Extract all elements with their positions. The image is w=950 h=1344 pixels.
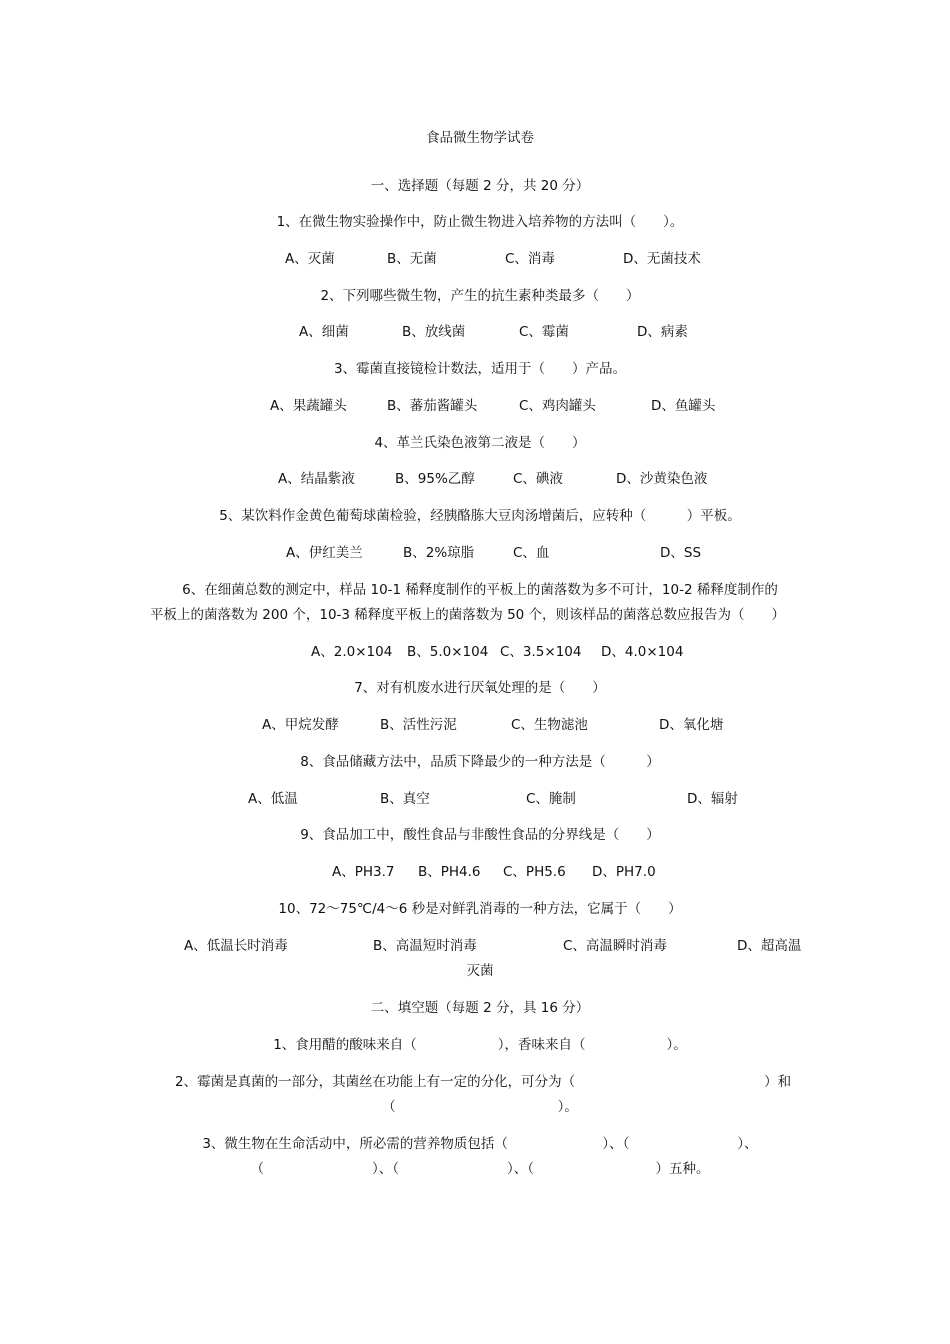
q3-option-a: A、果蔬罐头 [270, 398, 347, 414]
q5-option-a: A、伊红美兰 [286, 545, 363, 561]
q3-option-b: B、蕃茄酱罐头 [387, 398, 478, 414]
q5-option-b: B、2%琼脂 [403, 545, 475, 561]
question-9: 9、食品加工中，酸性食品与非酸性食品的分界线是（ ） [300, 827, 660, 843]
fill-question-2-line1: 2、霉菌是真菌的一部分，其菌丝在功能上有一定的分化，可分为（ ）和 [175, 1074, 792, 1090]
q8-option-c: C、腌制 [526, 791, 576, 807]
q3-option-c: C、鸡肉罐头 [519, 398, 596, 414]
q4-option-d: D、沙黄染色液 [616, 471, 708, 487]
fill-question-3-line1: 3、微生物在生命活动中，所必需的营养物质包括（ ）、（ ）、 [202, 1136, 758, 1152]
q2-option-d: D、病素 [637, 324, 688, 340]
q9-option-c: C、PH5.6 [503, 864, 566, 880]
q8-option-b: B、真空 [380, 791, 430, 807]
q5-option-c: C、血 [513, 545, 550, 561]
q1-option-b: B、无菌 [387, 251, 437, 267]
q1-option-c: C、消毒 [505, 251, 555, 267]
q6-option-b: B、5.0×104 [407, 644, 489, 660]
q7-option-d: D、氧化塘 [659, 717, 724, 733]
q9-option-d: D、PH7.0 [592, 864, 656, 880]
q5-option-d: D、SS [660, 545, 702, 561]
question-7: 7、对有机废水进行厌氧处理的是（ ） [354, 680, 606, 696]
fill-question-3-line2: （ ）、（ ）、（ ）五种。 [250, 1161, 710, 1177]
q1-option-a: A、灭菌 [285, 251, 335, 267]
q4-option-c: C、碘液 [513, 471, 563, 487]
q6-option-d: D、4.0×104 [601, 644, 684, 660]
q9-option-b: B、PH4.6 [418, 864, 481, 880]
q10-option-c: C、高温瞬时消毒 [563, 938, 667, 954]
question-4: 4、革兰氏染色液第二液是（ ） [374, 435, 586, 451]
fill-question-2-line2: （ ）。 [382, 1099, 578, 1115]
exam-title: 食品微生物学试卷 [426, 130, 534, 146]
q2-option-a: A、细菌 [299, 324, 349, 340]
q7-option-c: C、生物滤池 [511, 717, 588, 733]
fill-question-1: 1、食用醋的酸味来自（ ），香味来自（ ）。 [273, 1037, 687, 1053]
q10-option-b: B、高温短时消毒 [373, 938, 477, 954]
question-2: 2、下列哪些微生物，产生的抗生素种类最多（ ） [320, 288, 640, 304]
q1-option-d: D、无菌技术 [623, 251, 701, 267]
question-6-line2: 平板上的菌落数为 200 个，10-3 稀释度平板上的菌落数为 50 个，则该样品的菌落总数应报告为（ ） [150, 607, 786, 623]
question-10: 10、72～75℃/4～6 秒是对鲜乳消毒的一种方法，它属于（ ） [278, 901, 682, 917]
question-3: 3、霉菌直接镜检计数法，适用于（ ）产品。 [333, 361, 627, 377]
q3-option-d: D、鱼罐头 [651, 398, 716, 414]
question-1: 1、在微生物实验操作中，防止微生物进入培养物的方法叫（ ）。 [276, 214, 684, 230]
q10-option-d: D、超高温 [737, 938, 802, 954]
q7-option-b: B、活性污泥 [380, 717, 457, 733]
section1-heading: 一、选择题（每题 2 分，共 20 分） [370, 178, 590, 194]
q8-option-d: D、辐射 [687, 791, 738, 807]
q10-option-a: A、低温长时消毒 [184, 938, 288, 954]
q4-option-b: B、95%乙醇 [395, 471, 475, 487]
section2-heading: 二、填空题（每题 2 分，具 16 分） [370, 1000, 590, 1016]
question-5: 5、某饮料作金黄色葡萄球菌检验，经胰酪胨大豆肉汤增菌后，应转种（ ）平板。 [219, 508, 741, 524]
q10-option-d-wrap: 灭菌 [466, 963, 494, 979]
q4-option-a: A、结晶紫液 [278, 471, 355, 487]
question-6-line1: 6、在细菌总数的测定中，样品 10-1 稀释度制作的平板上的菌落数为多不可计，10-2 稀释度制作的 [182, 582, 778, 598]
q8-option-a: A、低温 [248, 791, 298, 807]
q6-option-c: C、3.5×104 [500, 644, 582, 660]
q7-option-a: A、甲烷发酵 [262, 717, 339, 733]
q9-option-a: A、PH3.7 [332, 864, 395, 880]
q6-option-a: A、2.0×104 [311, 644, 393, 660]
question-8: 8、食品储藏方法中，品质下降最少的一种方法是（ ） [300, 754, 660, 770]
q2-option-c: C、霉菌 [519, 324, 569, 340]
q2-option-b: B、放线菌 [402, 324, 466, 340]
